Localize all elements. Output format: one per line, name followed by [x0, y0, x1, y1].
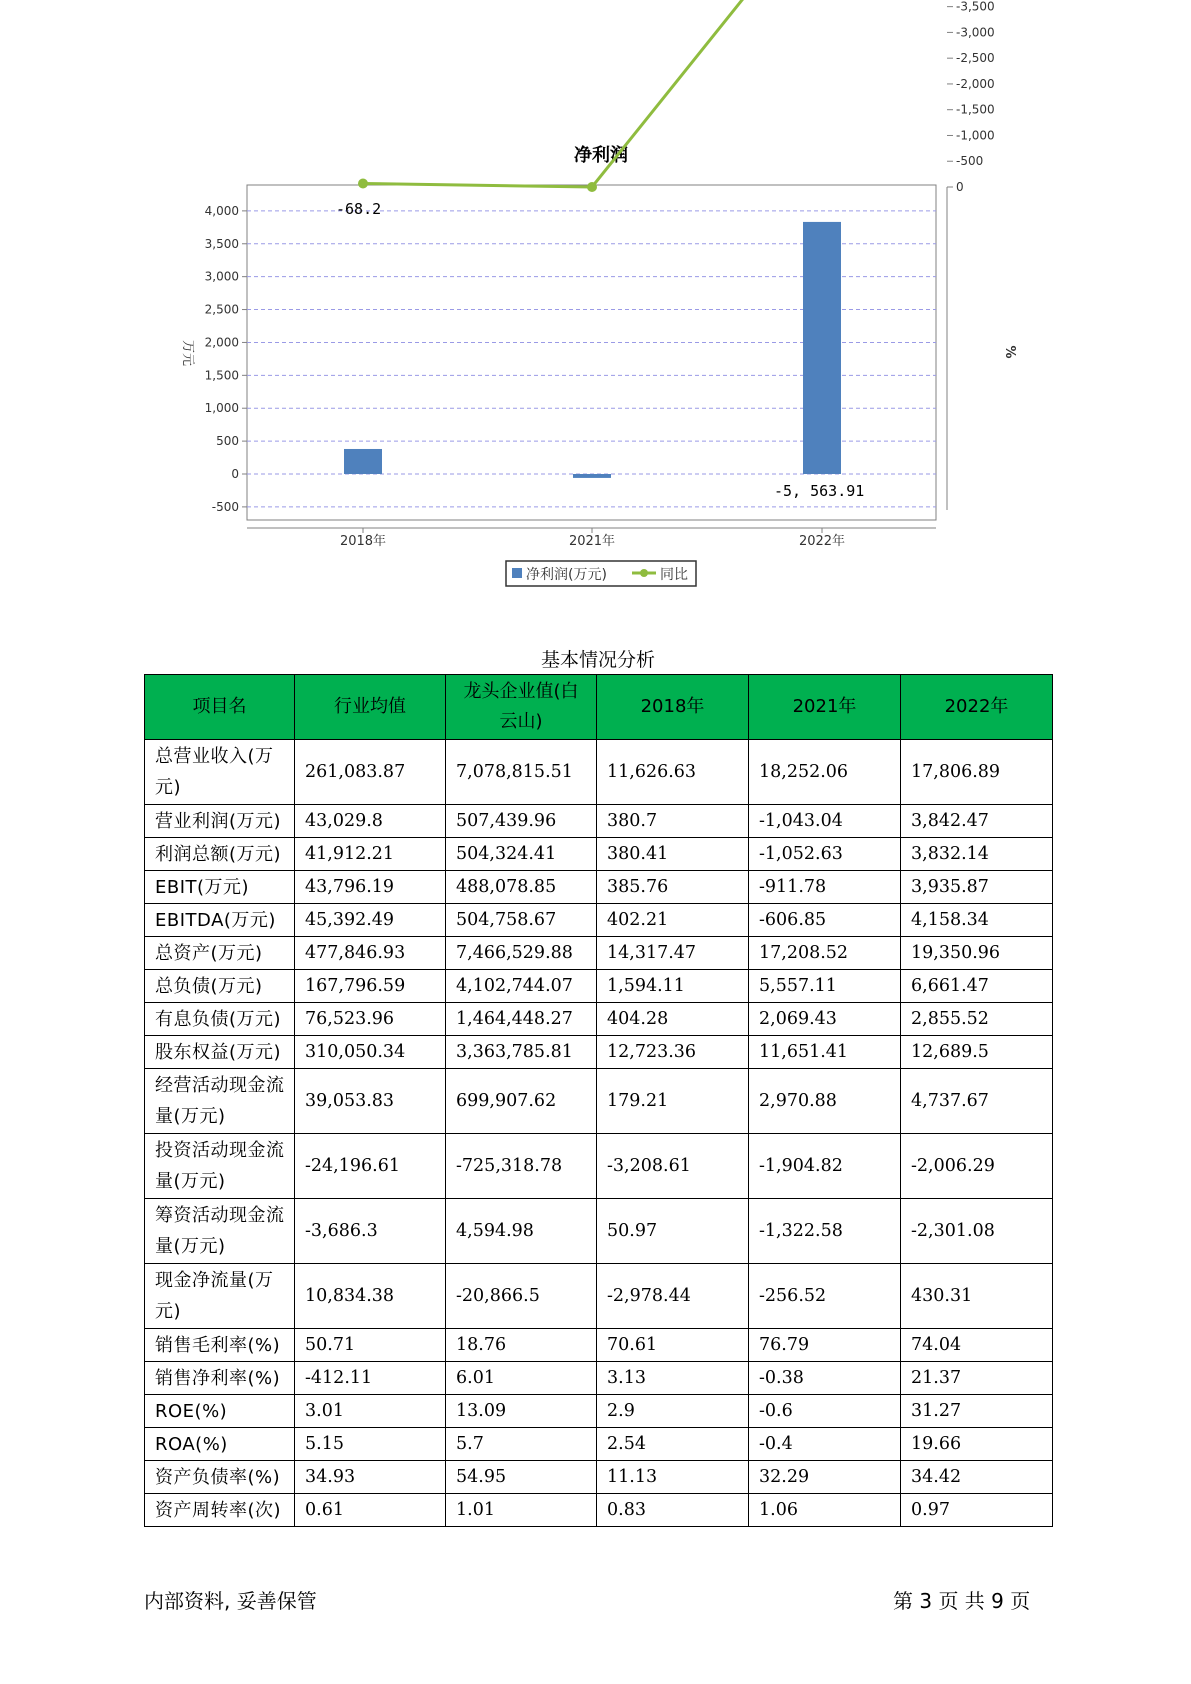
left-tick-label: 1,000	[204, 401, 239, 416]
table-row	[145, 805, 1053, 838]
row-value: 430.31	[901, 1264, 1053, 1329]
row-value: 0.83	[597, 1494, 749, 1527]
row-value: 7,466,529.88	[446, 937, 597, 970]
table-row	[145, 1461, 1053, 1494]
yoy-point-2018年	[358, 178, 368, 188]
right-tick-label: -2,500	[956, 51, 995, 66]
table-row	[145, 838, 1053, 871]
row-value: 31.27	[901, 1395, 1053, 1428]
row-item-name: 总营业收入(万元)	[145, 740, 295, 805]
row-value: -2,006.29	[901, 1134, 1053, 1199]
row-value: 4,594.98	[446, 1199, 597, 1264]
row-value: -606.85	[749, 904, 901, 937]
table-header-row	[145, 675, 1053, 740]
left-tick-label: 1,500	[204, 368, 239, 383]
row-value: -24,196.61	[295, 1134, 446, 1199]
row-item-name: 现金净流量(万元)	[145, 1264, 295, 1329]
row-item-name: 有息负债(万元)	[145, 1003, 295, 1036]
table-row	[145, 1329, 1053, 1362]
row-value: 2.54	[597, 1428, 749, 1461]
row-value: 2,970.88	[749, 1069, 901, 1134]
row-value: -2,301.08	[901, 1199, 1053, 1264]
header-industry-avg: 行业均值	[295, 675, 446, 740]
row-value: 699,907.62	[446, 1069, 597, 1134]
row-value: -911.78	[749, 871, 901, 904]
table-row	[145, 1264, 1053, 1329]
row-value: 43,029.8	[295, 805, 446, 838]
row-value: 12,723.36	[597, 1036, 749, 1069]
page-suffix: 页	[1010, 1589, 1031, 1613]
row-value: 54.95	[446, 1461, 597, 1494]
table-row	[145, 871, 1053, 904]
row-value: 5,557.11	[749, 970, 901, 1003]
legend-line-label: 同比	[660, 567, 688, 583]
x-tick-label: 2022年	[798, 534, 846, 549]
row-value: 39,053.83	[295, 1069, 446, 1134]
row-value: 1,464,448.27	[446, 1003, 597, 1036]
row-value: 477,846.93	[295, 937, 446, 970]
row-value: 261,083.87	[295, 740, 446, 805]
row-item-name: 投资活动现金流量(万元)	[145, 1134, 295, 1199]
row-value: -20,866.5	[446, 1264, 597, 1329]
row-value: -725,318.78	[446, 1134, 597, 1199]
row-value: 3,935.87	[901, 871, 1053, 904]
row-value: 4,737.67	[901, 1069, 1053, 1134]
row-item-name: 经营活动现金流量(万元)	[145, 1069, 295, 1134]
right-tick-label: 0	[956, 180, 964, 194]
row-value: 41,912.21	[295, 838, 446, 871]
row-value: 18,252.06	[749, 740, 901, 805]
table-row	[145, 1069, 1053, 1134]
row-value: 5.7	[446, 1428, 597, 1461]
data-label-2022: -5, 563.91	[774, 482, 865, 500]
page-mid: 页 共	[938, 1589, 985, 1613]
legend-bar-swatch	[512, 568, 522, 578]
row-value: -412.11	[295, 1362, 446, 1395]
legend-bar-label: 净利润(万元)	[526, 567, 607, 583]
x-tick-label: 2018年	[339, 534, 387, 549]
row-value: 179.21	[597, 1069, 749, 1134]
row-value: 310,050.34	[295, 1036, 446, 1069]
row-value: 6,661.47	[901, 970, 1053, 1003]
left-tick-label: 500	[216, 434, 239, 449]
row-item-name: 资产负债率(%)	[145, 1461, 295, 1494]
row-value: 76.79	[749, 1329, 901, 1362]
row-value: 504,324.41	[446, 838, 597, 871]
row-item-name: 销售毛利率(%)	[145, 1329, 295, 1362]
row-value: -1,322.58	[749, 1199, 901, 1264]
row-value: 404.28	[597, 1003, 749, 1036]
row-value: 3,832.14	[901, 838, 1053, 871]
row-value: 385.76	[597, 871, 749, 904]
row-value: 11,651.41	[749, 1036, 901, 1069]
row-value: 4,158.34	[901, 904, 1053, 937]
row-value: 76,523.96	[295, 1003, 446, 1036]
row-value: 5.15	[295, 1428, 446, 1461]
x-tick-label: 2021年	[568, 534, 616, 549]
row-value: -3,686.3	[295, 1199, 446, 1264]
row-value: 1.06	[749, 1494, 901, 1527]
page-prefix: 第	[893, 1589, 913, 1613]
row-value: -0.4	[749, 1428, 901, 1461]
row-value: 3,842.47	[901, 805, 1053, 838]
row-item-name: ROA(%)	[145, 1428, 295, 1461]
row-value: 70.61	[597, 1329, 749, 1362]
right-tick-label: -500	[956, 154, 984, 169]
row-item-name: 股东权益(万元)	[145, 1036, 295, 1069]
bar-2021年	[573, 474, 611, 478]
table-row	[145, 937, 1053, 970]
row-value: 3.01	[295, 1395, 446, 1428]
row-item-name: 资产周转率(次)	[145, 1494, 295, 1527]
row-value: -0.6	[749, 1395, 901, 1428]
right-tick-label: -2,000	[956, 76, 995, 91]
table-row	[145, 1395, 1053, 1428]
bar-2018年	[344, 449, 382, 474]
left-tick-label: 3,000	[204, 269, 239, 284]
row-value: 19,350.96	[901, 937, 1053, 970]
row-value: 504,758.67	[446, 904, 597, 937]
right-axis-title: %	[1002, 345, 1017, 359]
row-item-name: 总负债(万元)	[145, 970, 295, 1003]
legend-line-marker	[640, 569, 648, 577]
table-row	[145, 1428, 1053, 1461]
header-2021: 2021年	[749, 675, 901, 740]
row-value: 380.41	[597, 838, 749, 871]
left-tick-label: 4,000	[204, 203, 239, 218]
footer-confidential-note: 内部资料, 妥善保管	[144, 1589, 317, 1613]
row-value: 14,317.47	[597, 937, 749, 970]
row-value: 402.21	[597, 904, 749, 937]
basic-analysis-table	[144, 674, 1053, 1527]
chart-title: 净利润	[574, 145, 628, 166]
row-item-name: ROE(%)	[145, 1395, 295, 1428]
left-tick-label: 3,500	[204, 236, 239, 251]
row-value: 507,439.96	[446, 805, 597, 838]
table-row	[145, 1036, 1053, 1069]
row-value: 1.01	[446, 1494, 597, 1527]
data-label-2018: -68.2	[336, 200, 382, 218]
row-item-name: EBITDA(万元)	[145, 904, 295, 937]
table-row	[145, 740, 1053, 805]
right-tick-label: -3,500	[956, 0, 995, 14]
row-value: 50.71	[295, 1329, 446, 1362]
row-value: 11,626.63	[597, 740, 749, 805]
row-value: -1,052.63	[749, 838, 901, 871]
row-value: 12,689.5	[901, 1036, 1053, 1069]
left-axis-title: 万元	[180, 339, 195, 367]
left-tick-label: 2,500	[204, 302, 239, 317]
row-item-name: 筹资活动现金流量(万元)	[145, 1199, 295, 1264]
right-tick-label: -1,500	[956, 102, 995, 117]
page-number: 3	[919, 1589, 933, 1613]
row-value: 17,806.89	[901, 740, 1053, 805]
row-item-name: 销售净利率(%)	[145, 1362, 295, 1395]
left-tick-label: 0	[231, 467, 239, 481]
row-value: 6.01	[446, 1362, 597, 1395]
left-tick-label: -500	[211, 499, 239, 514]
row-value: 21.37	[901, 1362, 1053, 1395]
row-value: 7,078,815.51	[446, 740, 597, 805]
row-item-name: 总资产(万元)	[145, 937, 295, 970]
table-row	[145, 1494, 1053, 1527]
row-value: 34.93	[295, 1461, 446, 1494]
header-2018: 2018年	[597, 675, 749, 740]
row-item-name: EBIT(万元)	[145, 871, 295, 904]
row-value: 2,855.52	[901, 1003, 1053, 1036]
footer-page-indicator	[893, 1585, 1030, 1614]
row-value: -3,208.61	[597, 1134, 749, 1199]
row-value: 19.66	[901, 1428, 1053, 1461]
page-total: 9	[991, 1589, 1004, 1613]
table-row	[145, 1134, 1053, 1199]
row-value: 50.97	[597, 1199, 749, 1264]
row-value: 10,834.38	[295, 1264, 446, 1329]
table-body	[145, 740, 1053, 1527]
row-value: -1,904.82	[749, 1134, 901, 1199]
row-value: 18.76	[446, 1329, 597, 1362]
table-row	[145, 1199, 1053, 1264]
left-tick-label: 2,000	[204, 335, 239, 350]
bar-2022年	[803, 222, 841, 474]
row-item-name: 利润总额(万元)	[145, 838, 295, 871]
net-profit-chart	[0, 0, 1191, 600]
header-item-name: 项目名	[145, 675, 295, 740]
row-value: 0.61	[295, 1494, 446, 1527]
header-2022: 2022年	[901, 675, 1053, 740]
row-value: 32.29	[749, 1461, 901, 1494]
row-value: 3,363,785.81	[446, 1036, 597, 1069]
row-value: 3.13	[597, 1362, 749, 1395]
row-value: 11.13	[597, 1461, 749, 1494]
row-value: 4,102,744.07	[446, 970, 597, 1003]
row-item-name: 营业利润(万元)	[145, 805, 295, 838]
chart-canvas	[0, 0, 1191, 600]
row-value: -2,978.44	[597, 1264, 749, 1329]
row-value: 0.97	[901, 1494, 1053, 1527]
right-tick-label: -1,000	[956, 128, 995, 143]
row-value: 34.42	[901, 1461, 1053, 1494]
table-row	[145, 1362, 1053, 1395]
row-value: 74.04	[901, 1329, 1053, 1362]
right-tick-label: -3,000	[956, 25, 995, 40]
yoy-point-2021年	[587, 182, 597, 192]
table-row	[145, 970, 1053, 1003]
row-value: 488,078.85	[446, 871, 597, 904]
row-value: 45,392.49	[295, 904, 446, 937]
row-value: -256.52	[749, 1264, 901, 1329]
row-value: 2,069.43	[749, 1003, 901, 1036]
header-leader-value: 龙头企业值(白云山)	[446, 675, 597, 740]
row-value: 17,208.52	[749, 937, 901, 970]
row-value: 167,796.59	[295, 970, 446, 1003]
row-value: 2.9	[597, 1395, 749, 1428]
table-row	[145, 904, 1053, 937]
row-value: -1,043.04	[749, 805, 901, 838]
row-value: 380.7	[597, 805, 749, 838]
row-value: -0.38	[749, 1362, 901, 1395]
table-caption: 基本情况分析	[540, 649, 655, 671]
table-row	[145, 1003, 1053, 1036]
row-value: 1,594.11	[597, 970, 749, 1003]
row-value: 43,796.19	[295, 871, 446, 904]
row-value: 13.09	[446, 1395, 597, 1428]
